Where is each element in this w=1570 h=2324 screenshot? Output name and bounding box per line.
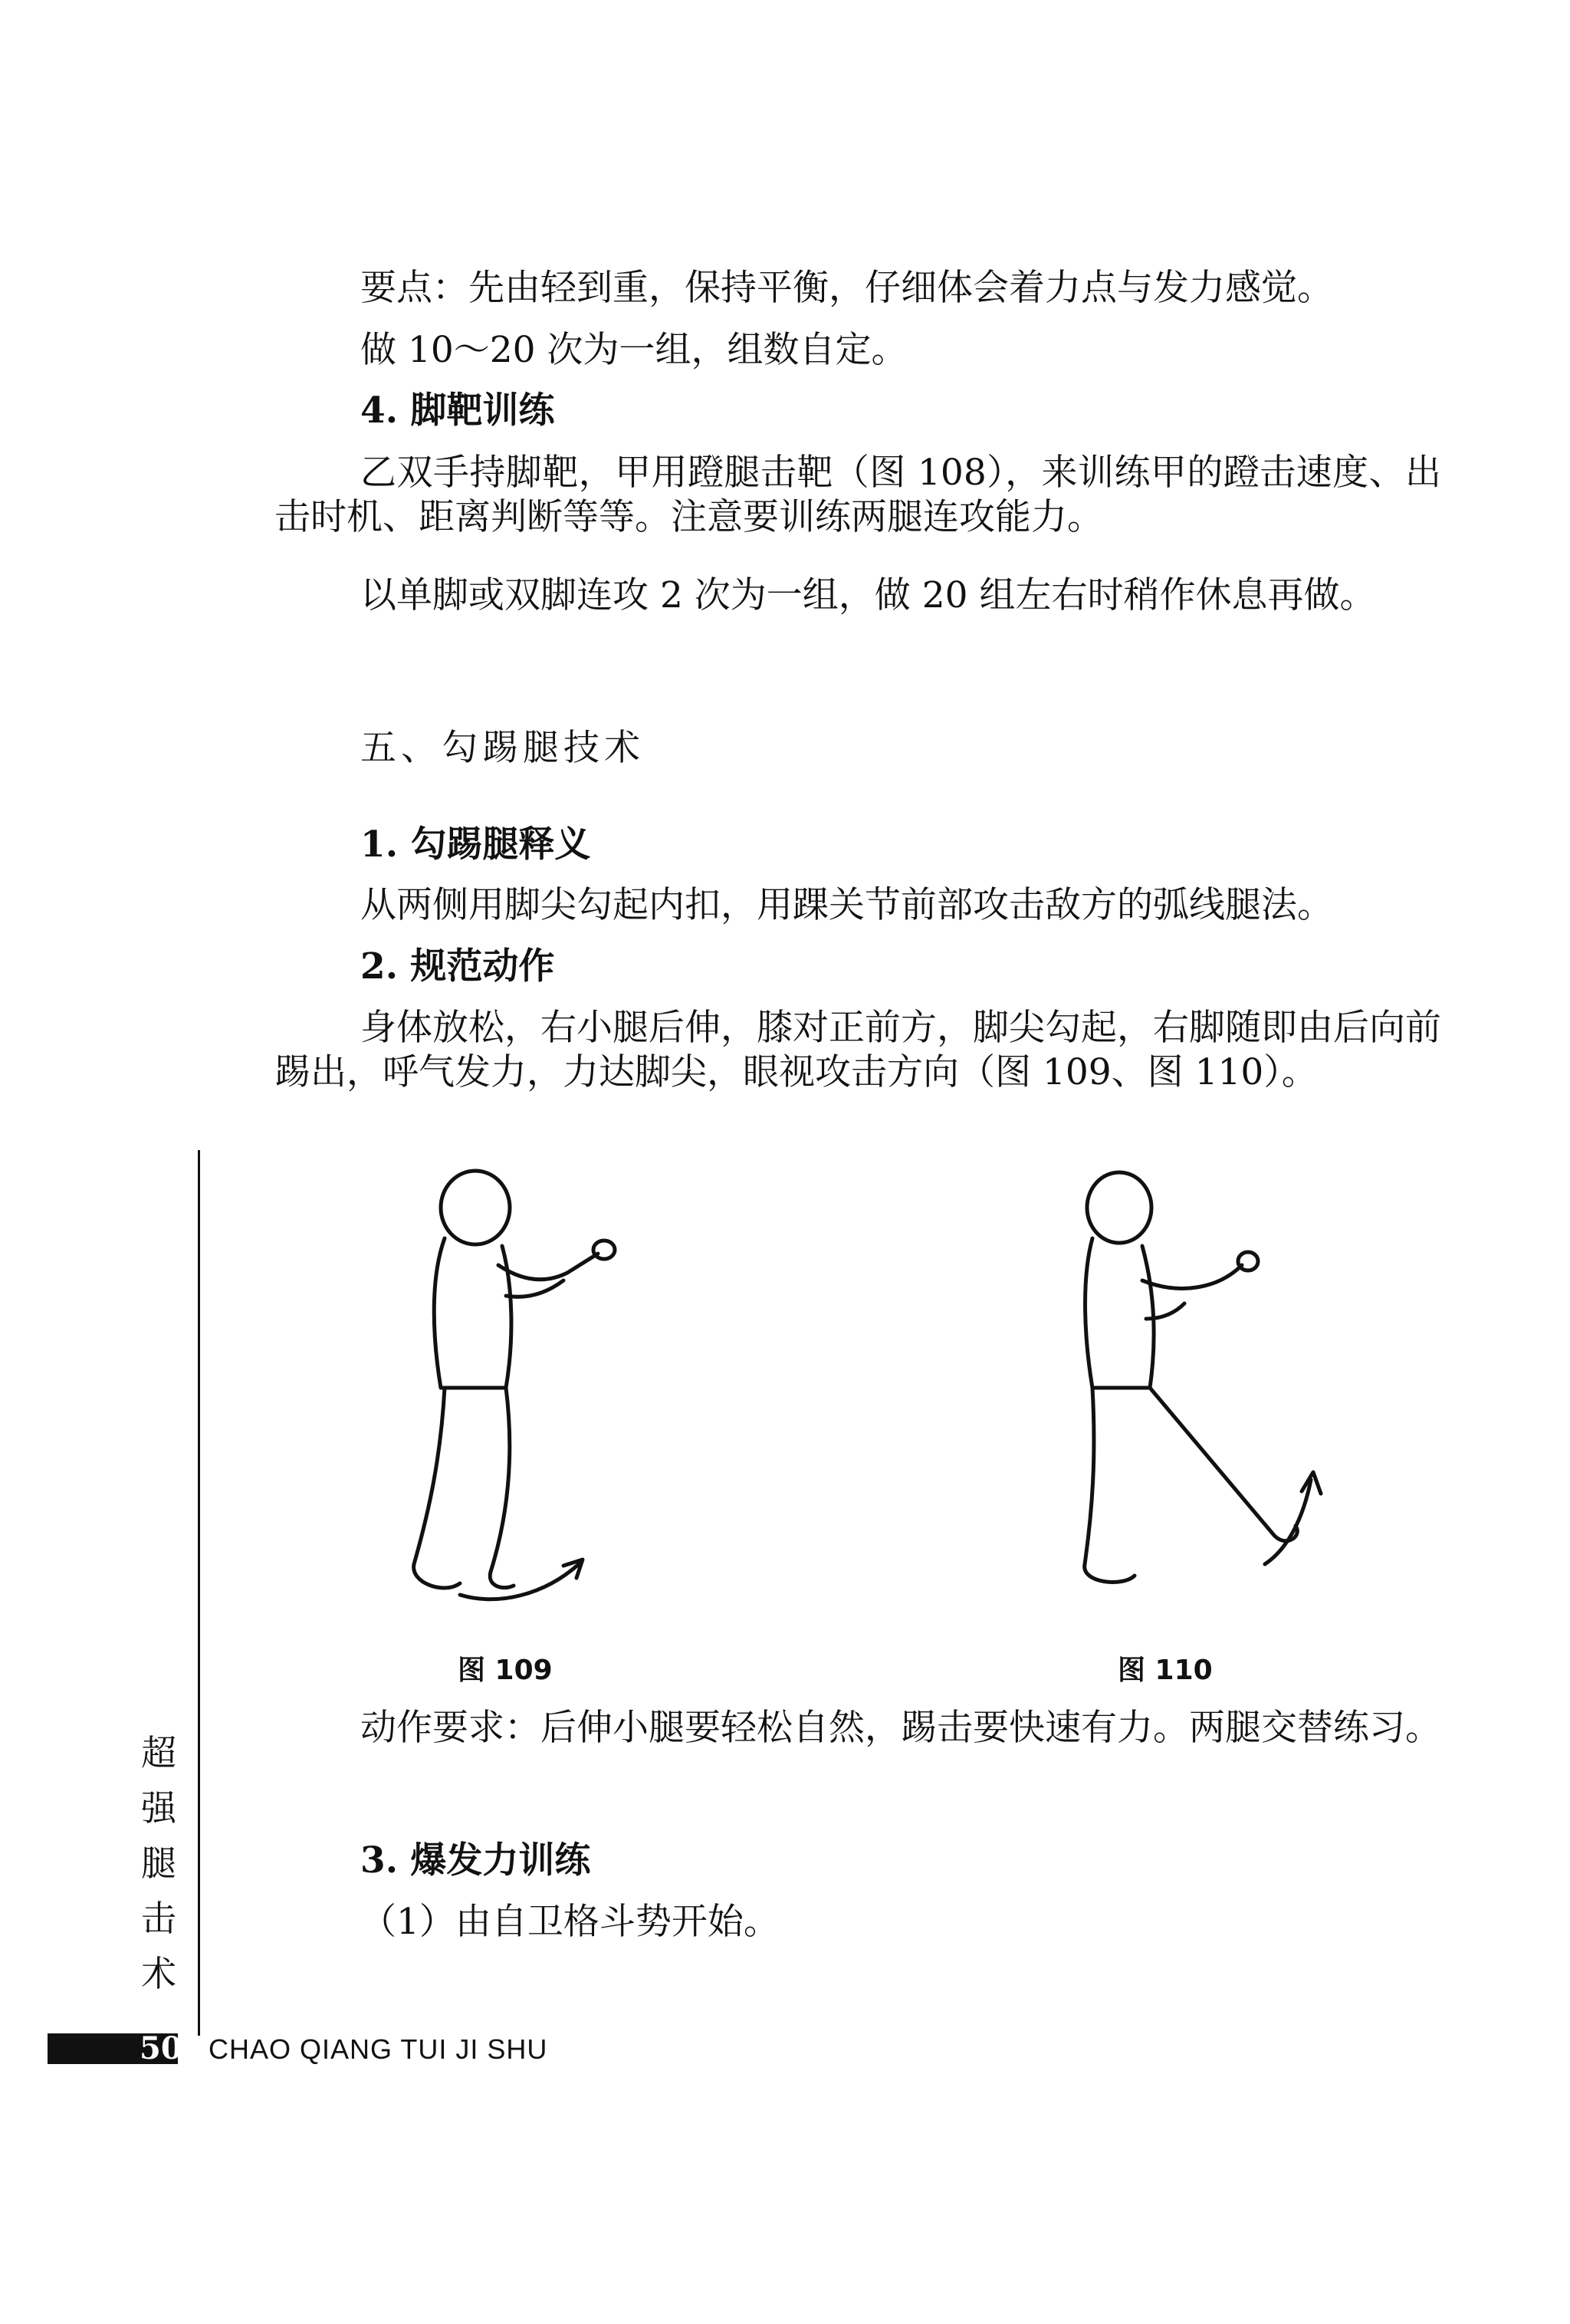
figure-110-fist <box>1238 1252 1258 1270</box>
figure-109-head <box>441 1171 510 1244</box>
footer-series-title: CHAO QIANG TUI JI SHU <box>209 2033 548 2065</box>
definition-heading: 1. 勾踢腿释义 <box>360 823 591 866</box>
foot-target-body: 乙双手持脚靶，甲用蹬腿击靶（图 108），来训练甲的蹬击速度、出击时机、距离判断等等。注意要训练两腿连攻能力。 <box>274 452 1441 538</box>
standard-body: 身体放松，右小腿后伸，膝对正前方，脚尖勾起，右脚随即由后向前踢出，呼气发力，力达脚尖，眼视攻击方向（图 109、图 110）。 <box>274 1007 1441 1093</box>
figure-109-kick-arrow <box>460 1560 583 1599</box>
figure-110-illustration <box>1058 1165 1349 1625</box>
page-number: 50 <box>140 2030 182 2066</box>
sets-paragraph: 做 10～20 次为一组，组数自定。 <box>360 329 908 371</box>
figure-109-illustration <box>399 1165 675 1625</box>
key-points-paragraph: 要点：先由轻到重，保持平衡，仔细体会着力点与发力感觉。 <box>360 267 1333 309</box>
figure-110-head <box>1087 1172 1151 1243</box>
figure-110-leg-support <box>1085 1388 1135 1582</box>
explosive-heading: 3. 爆发力训练 <box>360 1839 591 1882</box>
explosive-step-1: （1）由自卫格斗势开始。 <box>360 1901 780 1943</box>
foot-target-heading: 4. 脚靶训练 <box>360 390 555 432</box>
foot-target-sets: 以单脚或双脚连攻 2 次为一组，做 20 组左右时稍作休息再做。 <box>360 574 1376 616</box>
figure-109-fist <box>593 1241 615 1259</box>
vertical-book-title: 超强腿击术 <box>141 1732 176 1994</box>
standard-heading: 2. 规范动作 <box>360 945 555 988</box>
figure-110-kick-arrow <box>1265 1472 1321 1564</box>
figure-109-leg-front <box>414 1388 460 1588</box>
definition-body: 从两侧用脚尖勾起内扣，用踝关节前部攻击敌方的弧线腿法。 <box>360 884 1333 926</box>
figure-109-torso <box>434 1238 511 1388</box>
figure-109-caption: 图 109 <box>458 1655 553 1686</box>
figure-110-torso <box>1086 1238 1155 1388</box>
figure-109-rear-arm <box>506 1280 563 1297</box>
section-title: 五、勾踢腿技术 <box>360 727 645 769</box>
figure-109-leg-back <box>490 1388 514 1588</box>
requirements-paragraph: 动作要求：后伸小腿要轻松自然，踢击要快速有力。两腿交替练习。 <box>360 1707 1441 1749</box>
sidebar-rule <box>198 1150 200 2036</box>
figure-110-caption: 图 110 <box>1118 1655 1213 1686</box>
figure-110-leg-kick <box>1150 1388 1297 1541</box>
figure-109-arm <box>498 1254 598 1280</box>
figure-110-arm <box>1142 1265 1242 1288</box>
